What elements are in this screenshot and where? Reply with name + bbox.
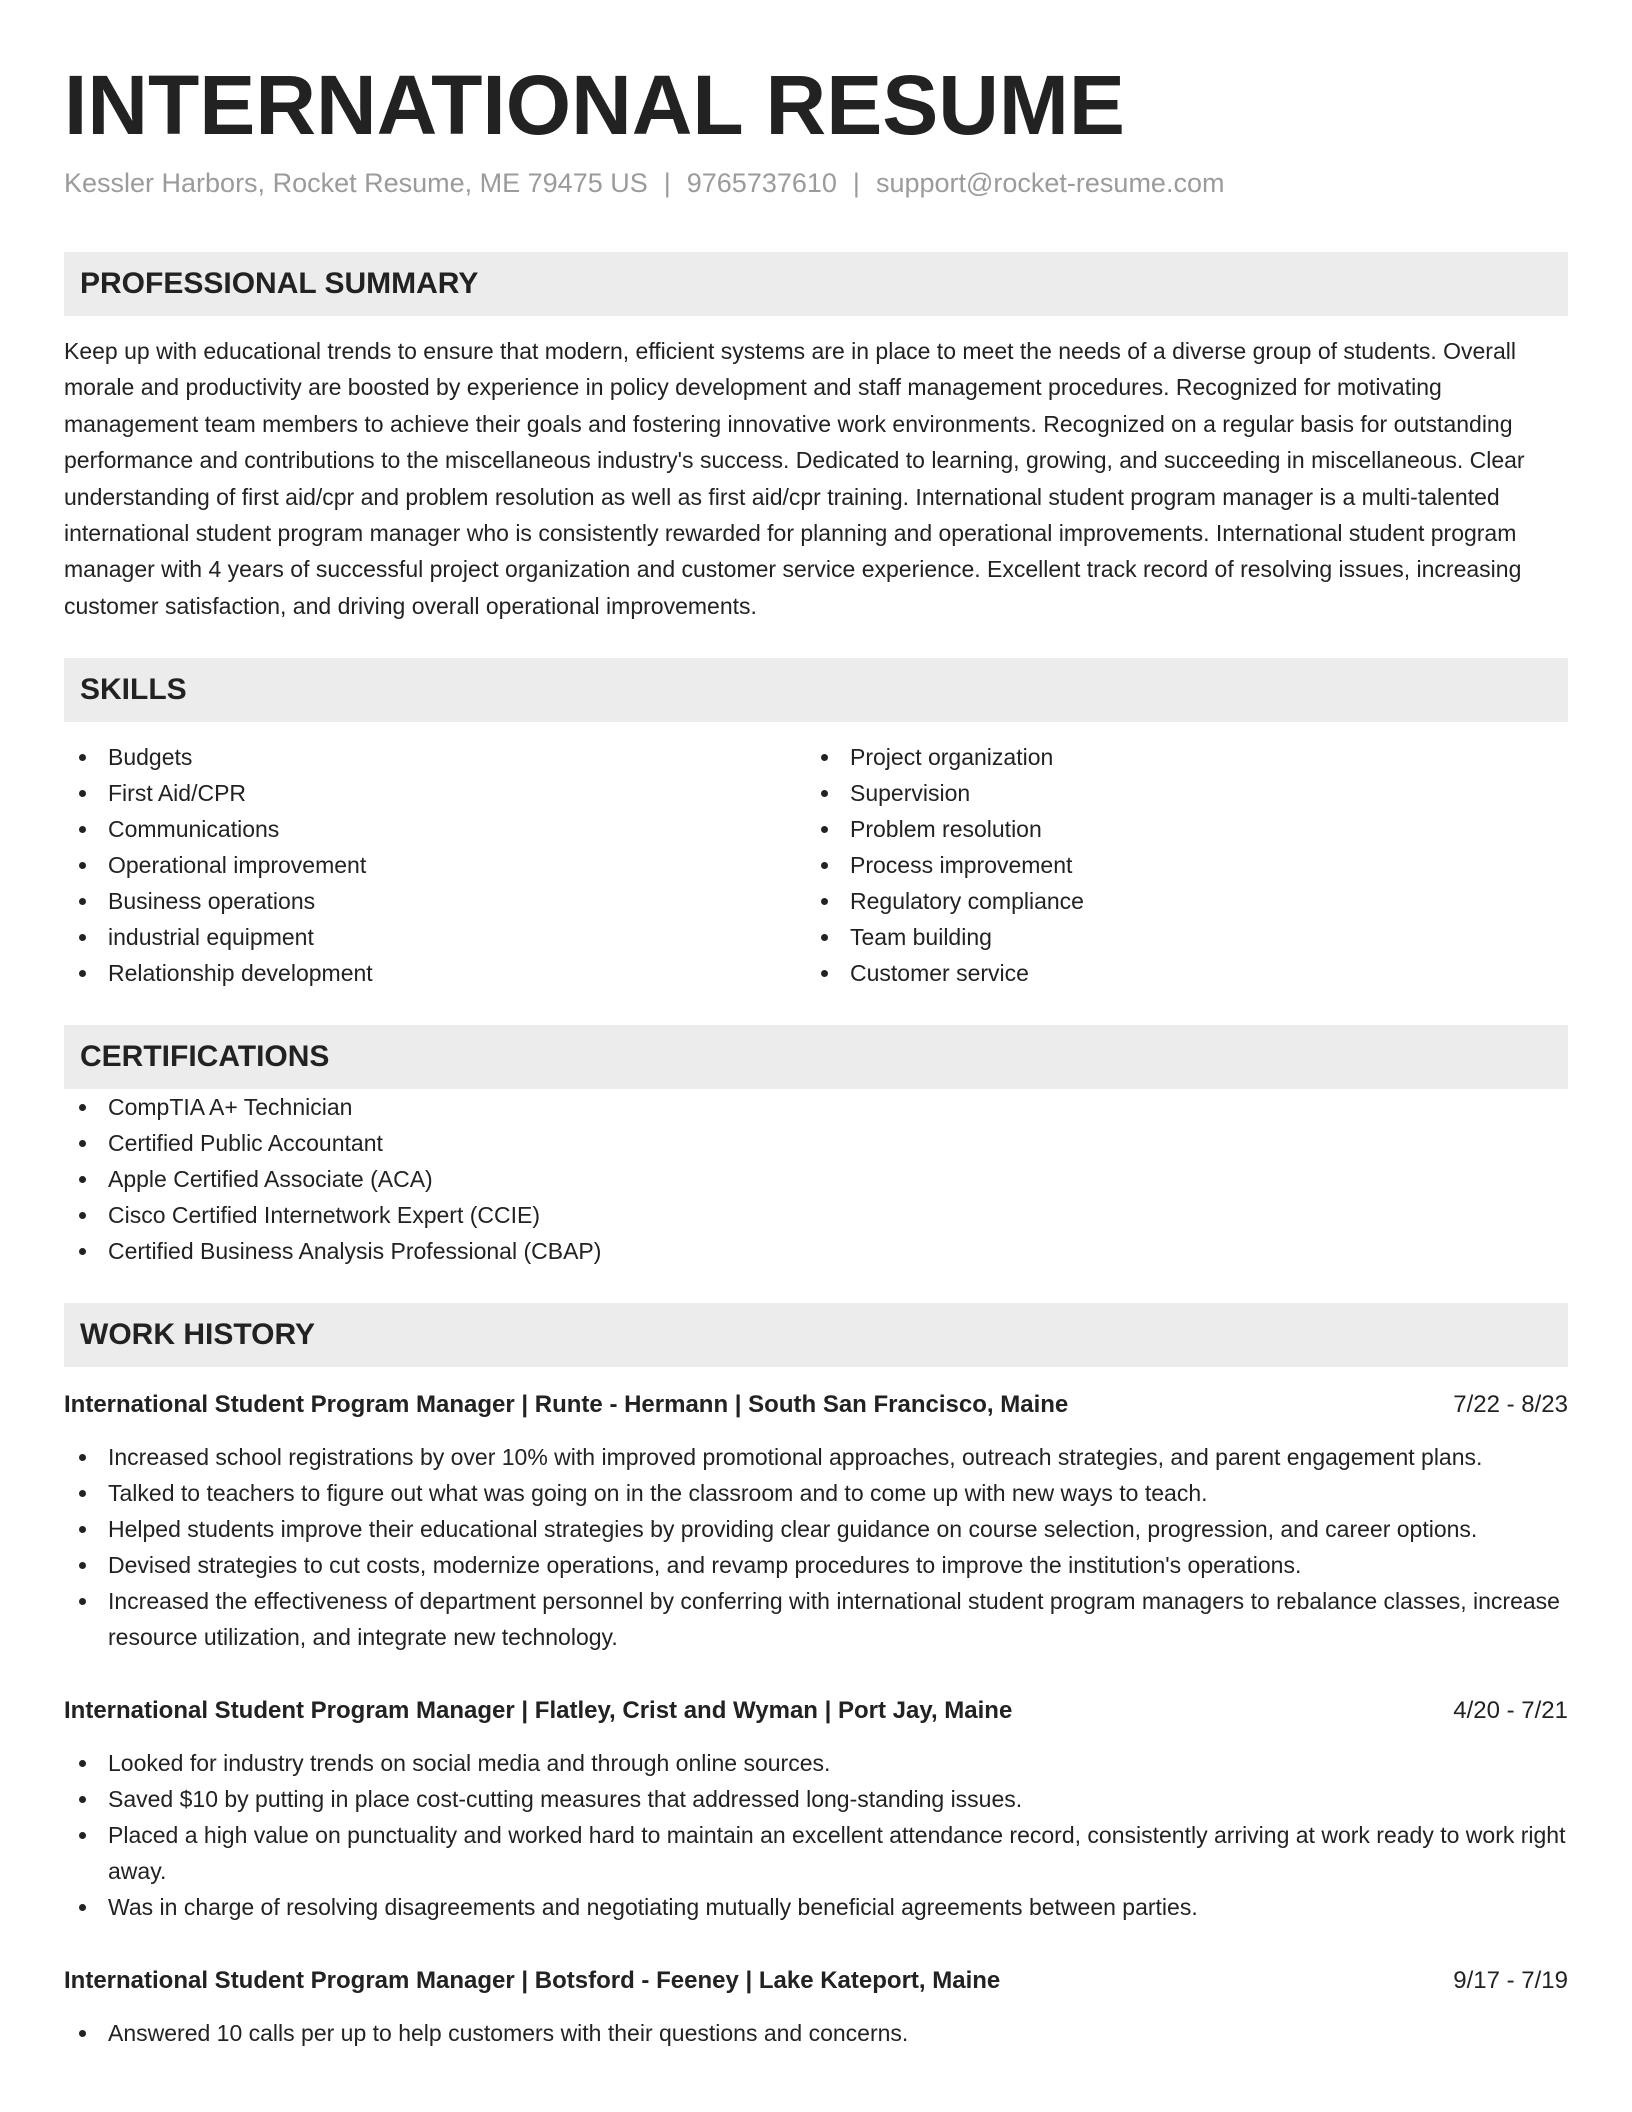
summary-text: Keep up with educational trends to ensure that modern, efficient systems are in place to meet the needs of a diverse group of students. Overall morale and productivity are boosted by experience in policy development and staff management procedures. Recognized for motivating management team members to achieve their goals and fostering innovative work environments. Recognized on a regular basis for outstanding performance and contributions to the miscellaneous industry's success. Dedicated to learning, growing, and succeeding in miscellaneous. Clear understanding of first aid/cpr and problem resolution as well as first aid/cpr training. International student program manager is a multi-talented international student program manager who is consistently rewarded for planning and operational improvements. International student program manager with 4 years of successful project organization and customer service experience. Excellent track record of resolving issues, increasing customer satisfaction, and driving overall operational improvements. bbox=[64, 338, 1525, 619]
skill-item: Team building bbox=[806, 919, 1548, 955]
contact-phone: 9765737610 bbox=[686, 168, 837, 198]
job-bullet: Helped students improve their educational strategies by providing clear guidance on course selection, progression, and career options. bbox=[64, 1511, 1568, 1547]
certification-item: Certified Public Accountant bbox=[64, 1125, 1568, 1161]
job-bullet: Answered 10 calls per up to help customers with their questions and concerns. bbox=[64, 2015, 1568, 2051]
skills-left-list bbox=[64, 739, 806, 991]
skill-item: Operational improvement bbox=[64, 847, 806, 883]
job-bullets bbox=[64, 2015, 1568, 2051]
contact-email: support@rocket-resume.com bbox=[875, 168, 1225, 198]
skills-right-list bbox=[806, 739, 1548, 991]
job-dates: 9/17 - 7/19 bbox=[1453, 1967, 1568, 1995]
section-header-summary: PROFESSIONAL SUMMARY bbox=[64, 252, 1568, 316]
skill-item: Communications bbox=[64, 811, 806, 847]
job-entry bbox=[64, 1387, 1568, 1655]
job-dates: 7/22 - 8/23 bbox=[1453, 1391, 1568, 1419]
certification-item: Certified Business Analysis Professional (CBAP) bbox=[64, 1233, 1568, 1269]
skill-item: Supervision bbox=[806, 775, 1548, 811]
job-bullet: Placed a high value on punctuality and worked hard to maintain an excellent attendance record, consistently arriving at work ready to work right away. bbox=[64, 1817, 1568, 1889]
skill-item: First Aid/CPR bbox=[64, 775, 806, 811]
job-title: International Student Program Manager | Botsford - Feeney | Lake Kateport, Maine bbox=[64, 1967, 1001, 1995]
job-bullet: Was in charge of resolving disagreements and negotiating mutually beneficial agreements between parties. bbox=[64, 1889, 1568, 1925]
contact-address: Kessler Harbors, Rocket Resume, ME 79475 US bbox=[64, 168, 648, 198]
job-bullets bbox=[64, 1439, 1568, 1655]
job-bullet: Looked for industry trends on social media and through online sources. bbox=[64, 1745, 1568, 1781]
job-bullet: Increased school registrations by over 10% with improved promotional approaches, outreach strategies, and parent engagement plans. bbox=[64, 1439, 1568, 1475]
job-header bbox=[64, 1387, 1568, 1423]
skill-item: Relationship development bbox=[64, 955, 806, 991]
job-title: International Student Program Manager | Flatley, Crist and Wyman | Port Jay, Maine bbox=[64, 1697, 1013, 1725]
skill-item: Customer service bbox=[806, 955, 1548, 991]
skill-item: Regulatory compliance bbox=[806, 883, 1548, 919]
section-header-work-history: WORK HISTORY bbox=[64, 1303, 1568, 1367]
skill-item: Process improvement bbox=[806, 847, 1548, 883]
skill-item: Project organization bbox=[806, 739, 1548, 775]
certification-item: Apple Certified Associate (ACA) bbox=[64, 1161, 1568, 1197]
job-entry bbox=[64, 1963, 1568, 2051]
job-header bbox=[64, 1693, 1568, 1729]
job-bullet: Saved $10 by putting in place cost-cutting measures that addressed long-standing issues. bbox=[64, 1781, 1568, 1817]
job-title: International Student Program Manager | Runte - Hermann | South San Francisco, Maine bbox=[64, 1391, 1069, 1419]
job-bullet: Devised strategies to cut costs, modernize operations, and revamp procedures to improve the institution's operations. bbox=[64, 1547, 1568, 1583]
skill-item: Problem resolution bbox=[806, 811, 1548, 847]
section-header-certifications: CERTIFICATIONS bbox=[64, 1025, 1568, 1089]
skills-grid bbox=[64, 739, 1568, 991]
job-entry bbox=[64, 1693, 1568, 1925]
job-bullet: Talked to teachers to figure out what was going on in the classroom and to come up with new ways to teach. bbox=[64, 1475, 1568, 1511]
skill-item: Budgets bbox=[64, 739, 806, 775]
job-header bbox=[64, 1963, 1568, 1999]
certification-item: Cisco Certified Internetwork Expert (CCIE) bbox=[64, 1197, 1568, 1233]
certification-item: CompTIA A+ Technician bbox=[64, 1089, 1568, 1125]
contact-separator: | bbox=[663, 168, 671, 198]
contact-separator: | bbox=[852, 168, 860, 198]
job-dates: 4/20 - 7/21 bbox=[1453, 1697, 1568, 1725]
contact-line bbox=[64, 166, 1568, 200]
resume-title: INTERNATIONAL RESUME bbox=[64, 58, 1125, 152]
skill-item: industrial equipment bbox=[64, 919, 806, 955]
skill-item: Business operations bbox=[64, 883, 806, 919]
section-header-skills: SKILLS bbox=[64, 658, 1568, 722]
job-bullets bbox=[64, 1745, 1568, 1925]
job-bullet: Increased the effectiveness of department personnel by conferring with international student program managers to rebalance classes, increase resource utilization, and integrate new technology. bbox=[64, 1583, 1568, 1655]
certifications-list bbox=[64, 1089, 1568, 1269]
